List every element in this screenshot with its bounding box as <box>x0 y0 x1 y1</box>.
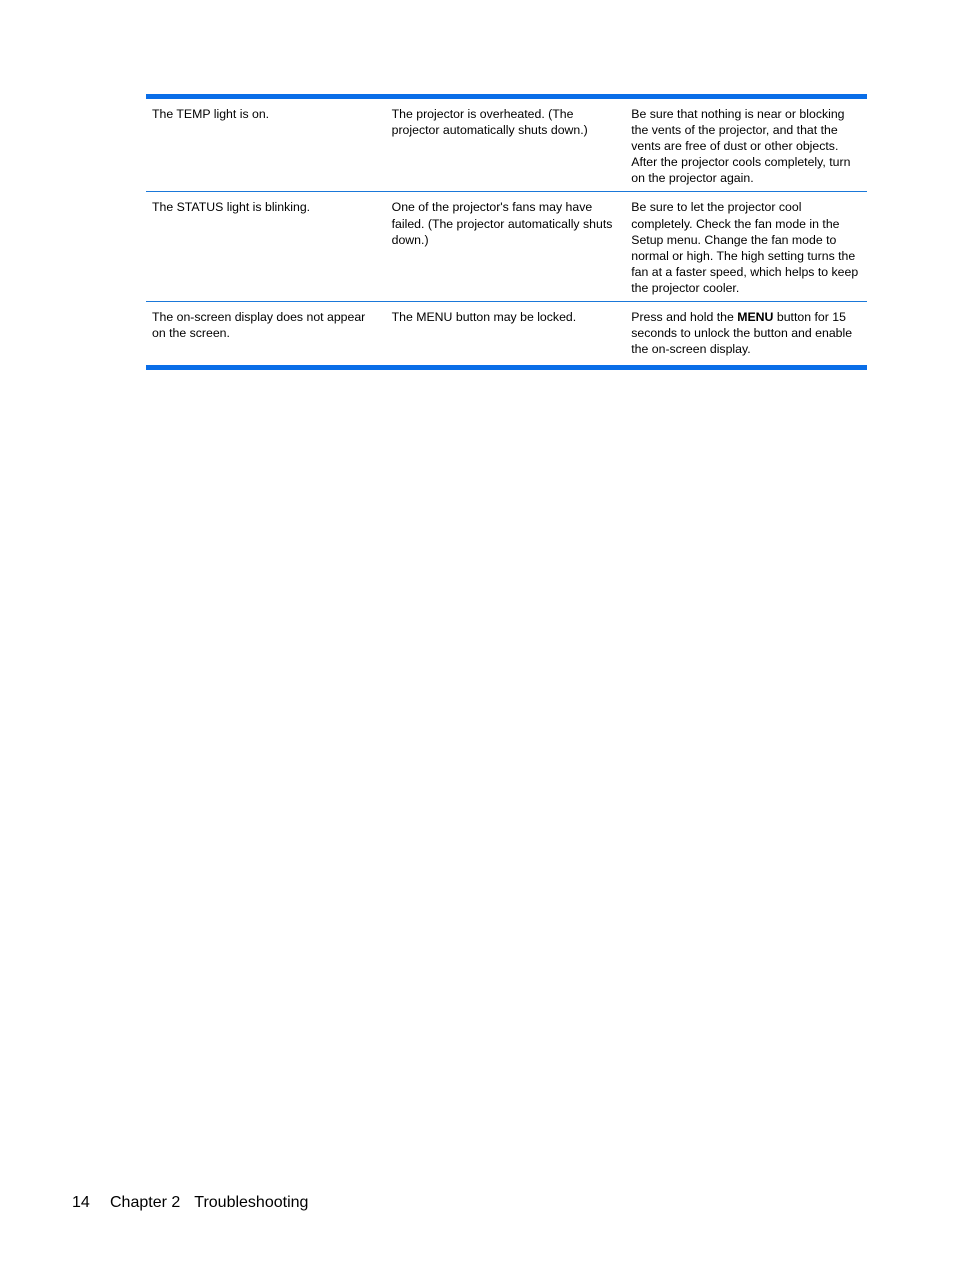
table-row <box>146 192 867 302</box>
problem-cell: The STATUS light is blinking. <box>146 192 386 302</box>
chapter-label: Chapter 2 <box>110 1194 181 1211</box>
cause-cell: The MENU button may be locked. <box>386 302 626 368</box>
solution-cell: Be sure to let the projector cool completely. Check the fan mode in the Setup menu. Change the fan mode to normal or high. The high setting turns the fan at a faster speed, which helps to keep the projector cooler. <box>625 192 867 302</box>
table-row <box>146 302 867 368</box>
page-number: 14 <box>72 1194 90 1211</box>
solution-text-before: Press and hold the <box>631 310 738 325</box>
problem-cell: The TEMP light is on. <box>152 107 270 121</box>
table-row <box>146 97 867 192</box>
solution-cell: Be sure that nothing is near or blocking the vents of the projector, and that the vents are free of dust or other objects. After the projector cools completely, turn on the projector again. <box>631 107 851 186</box>
solution-text-after: button for 15 seconds to unlock the button and enable the on-screen display. <box>631 310 853 357</box>
solution-cell <box>625 302 867 368</box>
cause-cell: The projector is overheated. (The projector automatically shuts down.) <box>391 107 588 138</box>
cause-cell: One of the projector's fans may have failed. (The projector automatically shuts down.) <box>386 192 626 302</box>
menu-button-name: MENU <box>737 310 774 325</box>
problem-cell: The on-screen display does not appear on the screen. <box>146 302 386 368</box>
chapter-title: Troubleshooting <box>194 1194 309 1211</box>
page-footer <box>72 1193 308 1213</box>
troubleshooting-table <box>146 94 867 370</box>
